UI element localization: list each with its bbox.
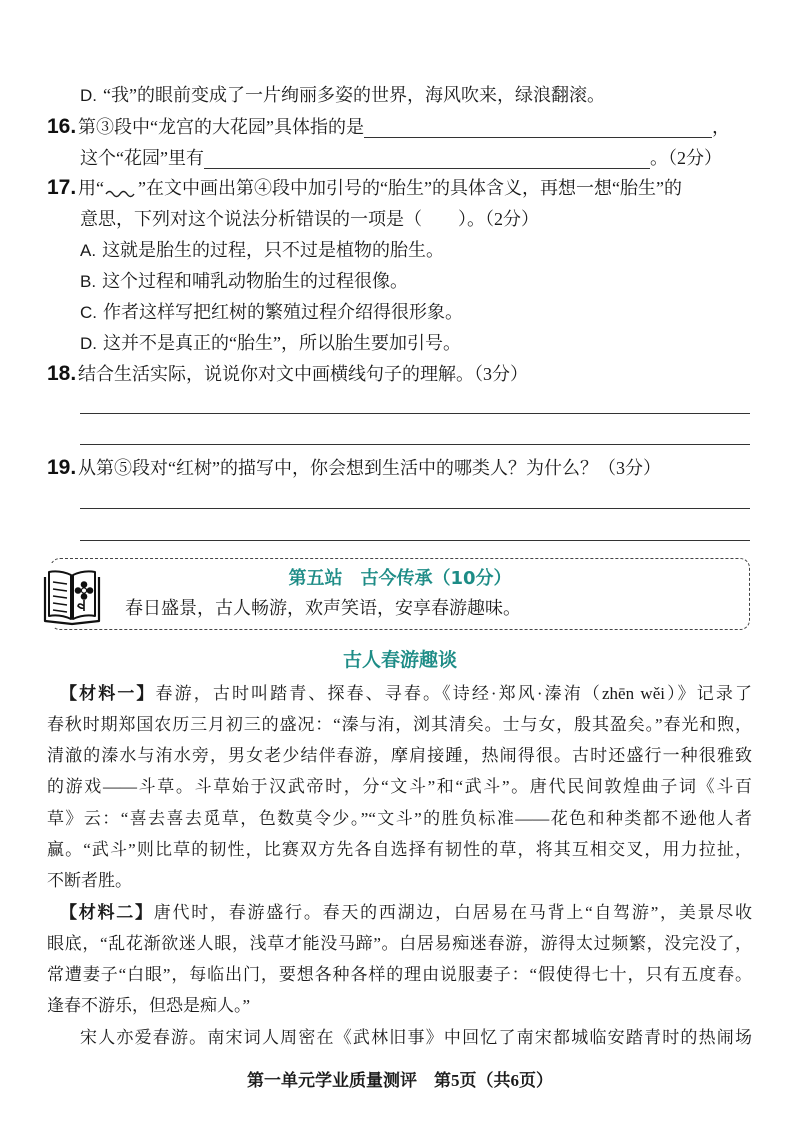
question-number: 16. xyxy=(47,115,77,138)
answer-blank xyxy=(364,117,712,138)
answer-blank xyxy=(204,148,650,169)
option-b xyxy=(80,265,408,297)
question-text-end: ， xyxy=(711,117,730,137)
question-number: 17. xyxy=(47,176,77,199)
section-intro: 春日盛景，古人畅游，欢声笑语，安享春游趣味。 xyxy=(125,598,521,618)
prev-option-d xyxy=(80,79,605,111)
question-17-line-1 xyxy=(47,172,682,204)
answer-line xyxy=(80,540,750,541)
material-text: 春游，古时叫踏青、探春、寻春。《诗经·郑风·溱洧（zhēn wěi）》记录了 xyxy=(155,684,752,703)
option-text: “我”的眼前变成了一片绚丽多姿的世界，海风吹来，绿浪翻滚。 xyxy=(103,85,605,105)
option-label: D. xyxy=(80,86,97,105)
paragraph-3-line: 宋人亦爱春游。南宋词人周密在《武林旧事》中回忆了南宋都城临安踏青时的热闹场 xyxy=(80,1028,752,1047)
question-text: ”在文中画出第④段中加引号的“胎生”的具体含义，再想一想“胎生”的 xyxy=(138,178,682,198)
material-2-line: 逢春不游乐，但恐是痴人。” xyxy=(47,996,251,1015)
material-2-line: 眼底，“乱花渐欲迷人眼，浅草才能没马蹄”。白居易痴迷春游，游得太过频繁，没完没了， xyxy=(47,934,752,953)
question-text: 这个“花园”里有 xyxy=(80,148,204,168)
page-footer: 第一单元学业质量测评 第5页（共6页） xyxy=(247,1071,553,1090)
material-1-line: 不断者胜。 xyxy=(47,871,132,890)
option-label: B. xyxy=(80,272,97,291)
question-number: 18. xyxy=(47,362,77,385)
section-banner xyxy=(50,558,750,630)
material-label: 【材料一】 xyxy=(60,684,156,703)
option-label: C. xyxy=(80,303,97,322)
option-text: 这个过程和哺乳动物胎生的过程很像。 xyxy=(102,271,409,291)
option-d xyxy=(80,327,461,359)
material-2-line xyxy=(60,897,752,928)
answer-line xyxy=(80,508,750,509)
material-text: 唐代时，春游盛行。春天的西湖边，白居易在马背上“自驾游”，美景尽收 xyxy=(153,903,753,922)
question-text: 结合生活实际，说说你对文中画横线句子的理解。（3分） xyxy=(78,364,528,384)
question-16-line-1 xyxy=(47,111,730,143)
wavy-underline-mark xyxy=(104,178,138,190)
material-1-line: 清澈的溱水与洧水旁，男女老少结伴春游，摩肩接踵，热闹得很。古时还盛行一种很雅致 xyxy=(47,746,752,765)
material-1-line: 草》云：“喜去喜去觅草，色数莫令少。”“文斗”的胜负标准——花色和种类都不逊他人者 xyxy=(47,809,752,828)
question-text: 从第⑤段对“红树”的描写中，你会想到生活中的哪类人？为什么？（3分） xyxy=(78,458,661,478)
answer-line xyxy=(80,444,750,445)
question-text: 用“ xyxy=(78,178,104,198)
section-title: 第五站 古今传承（10分） xyxy=(288,568,512,589)
option-text: 作者这样写把红树的繁殖过程介绍得很形象。 xyxy=(103,302,463,322)
option-text: 这就是胎生的过程，只不过是植物的胎生。 xyxy=(102,240,445,260)
question-number: 19. xyxy=(47,456,77,479)
question-score: 。（2分） xyxy=(649,148,722,168)
option-c xyxy=(80,296,463,328)
option-label: D. xyxy=(80,334,97,353)
answer-line xyxy=(80,413,750,414)
option-a xyxy=(80,234,444,266)
open-book-flower-icon xyxy=(42,563,102,627)
question-17-line-2 xyxy=(80,203,539,235)
option-text: 这并不是真正的“胎生”，所以胎生要加引号。 xyxy=(103,333,461,353)
question-text: 第③段中“龙宫的大花园”具体指的是 xyxy=(78,117,364,137)
question-text: 意思，下列对这个说法分析错误的一项是（ ）。（2分） xyxy=(80,209,539,229)
material-1-line: 的游戏——斗草。斗草始于汉武帝时，分“文斗”和“武斗”。唐代民间敦煌曲子词《斗百 xyxy=(47,777,752,796)
question-16-line-2 xyxy=(80,142,722,174)
material-1-line: 春秋时期郑国农历三月初三的盛况：“溱与洧，浏其清矣。士与女，殷其盈矣。”春光和煦， xyxy=(47,715,752,734)
question-19 xyxy=(47,452,661,484)
material-2-line: 常遭妻子“白眼”，每临出门，要想各种各样的理由说服妻子：“假使得七十，只有五度春。 xyxy=(47,965,752,984)
material-label: 【材料二】 xyxy=(60,903,154,922)
question-18 xyxy=(47,358,528,390)
reading-title: 古人春游趣谈 xyxy=(342,649,457,671)
material-1-line: 赢。“武斗”则比草的韧性，比赛双方先各自选择有韧性的草，将其互相交叉，用力拉扯， xyxy=(47,840,752,859)
material-1-line xyxy=(60,678,752,709)
option-label: A. xyxy=(80,241,97,260)
